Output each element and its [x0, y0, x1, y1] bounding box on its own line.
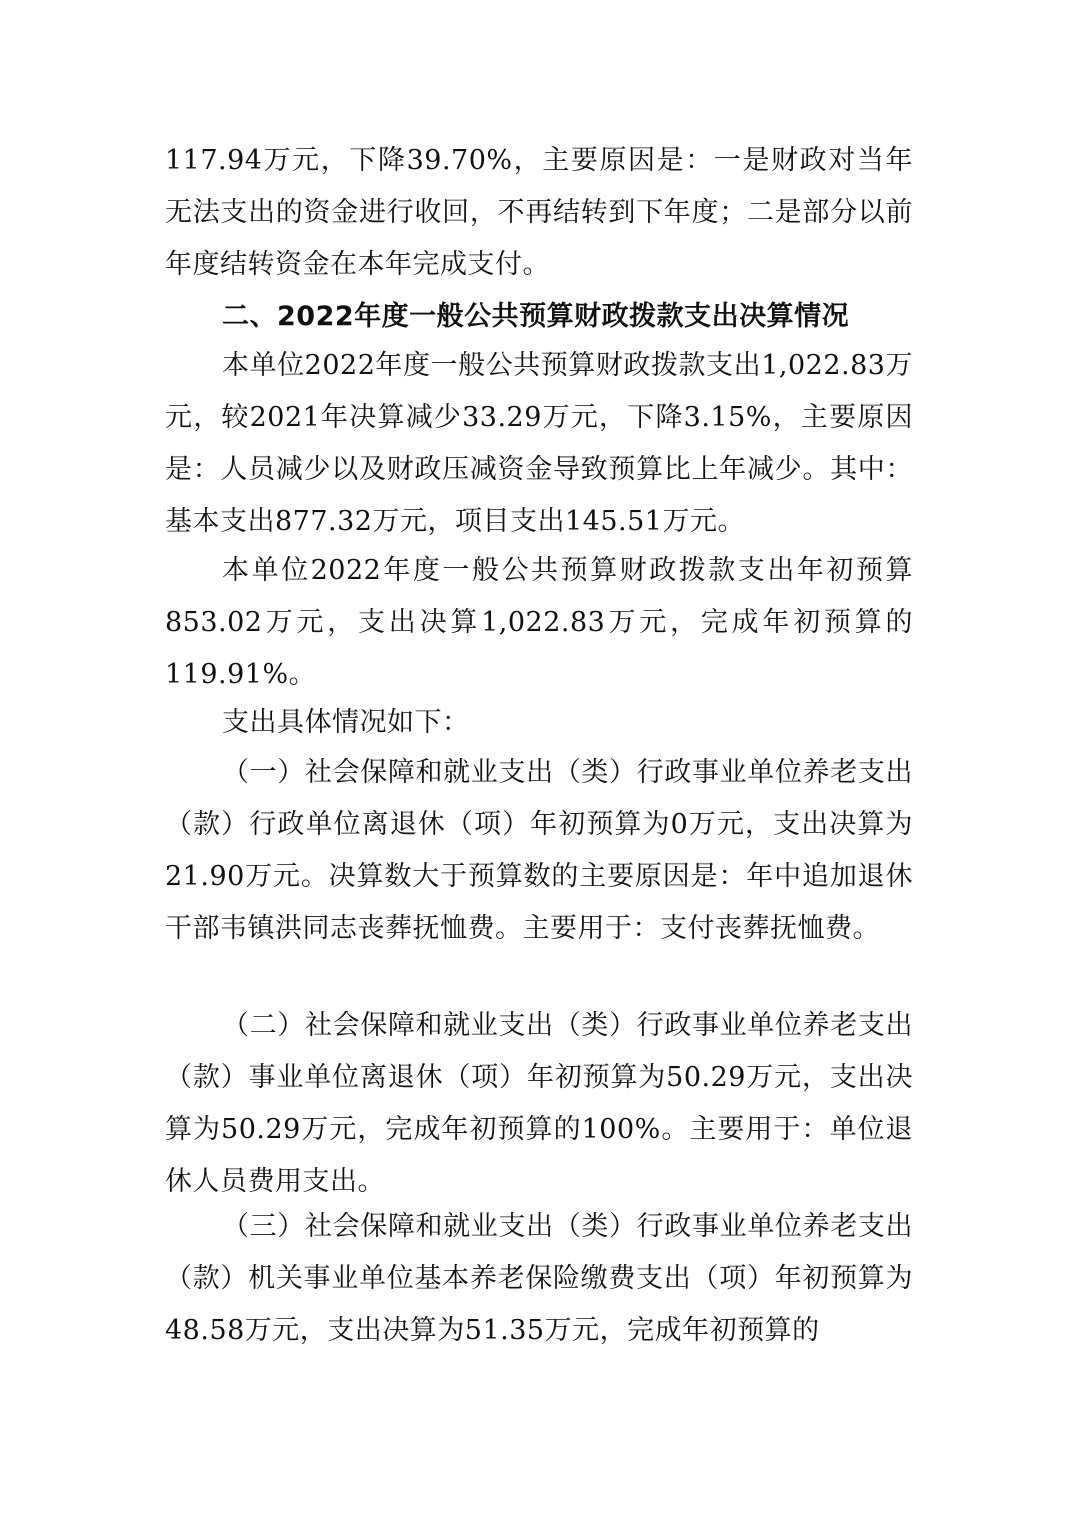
heading-text: 二、2022年度一般公共预算财政拨款支出决算情况 — [222, 301, 850, 332]
body-text: （三）社会保障和就业支出（类）行政事业单位养老支出（款）机关事业单位基本养老保险缴费支出（项）年初预算为48.58万元，支出决算为51.35万元，完成年初预算的 — [165, 1211, 913, 1346]
paragraph-details-intro — [165, 697, 913, 749]
body-text: （二）社会保障和就业支出（类）行政事业单位养老支出（款）事业单位离退休（项）年初预算为50.29万元，支出决算为50.29万元，完成年初预算的100%。主要用于：单位退休人员费用支出。 — [165, 1010, 913, 1197]
body-text: （一）社会保障和就业支出（类）行政事业单位养老支出（款）行政单位离退休（项）年初预算为0万元，支出决算为21.90万元。决算数大于预算数的主要原因是：年中追加退休干部韦镇洪同志丧葬抚恤费。主要用于：支付丧葬抚恤费。 — [165, 757, 913, 944]
body-text: 本单位2022年度一般公共预算财政拨款支出1,022.83万元，较2021年决算减少33.29万元，下降3.15%，主要原因是：人员减少以及财政压减资金导致预算比上年减少。其中：基本支出877.32万元，项目支出145.51万元。 — [165, 350, 913, 537]
paragraph-budget-completion — [165, 545, 913, 701]
paragraph-item-3 — [165, 1201, 913, 1357]
paragraph-continued — [165, 135, 913, 291]
body-text: 支出具体情况如下： — [222, 707, 470, 738]
paragraph-expenditure-summary — [165, 340, 913, 548]
paragraph-item-1 — [165, 747, 913, 955]
section-heading — [222, 291, 922, 343]
body-text: 117.94万元，下降39.70%，主要原因是：一是财政对当年无法支出的资金进行收回，不再结转到下年度；二是部分以前年度结转资金在本年完成支付。 — [165, 145, 913, 280]
body-text: 本单位2022年度一般公共预算财政拨款支出年初预算853.02万元，支出决算1,022.83万元，完成年初预算的119.91%。 — [165, 555, 913, 690]
paragraph-item-2 — [165, 1000, 913, 1208]
